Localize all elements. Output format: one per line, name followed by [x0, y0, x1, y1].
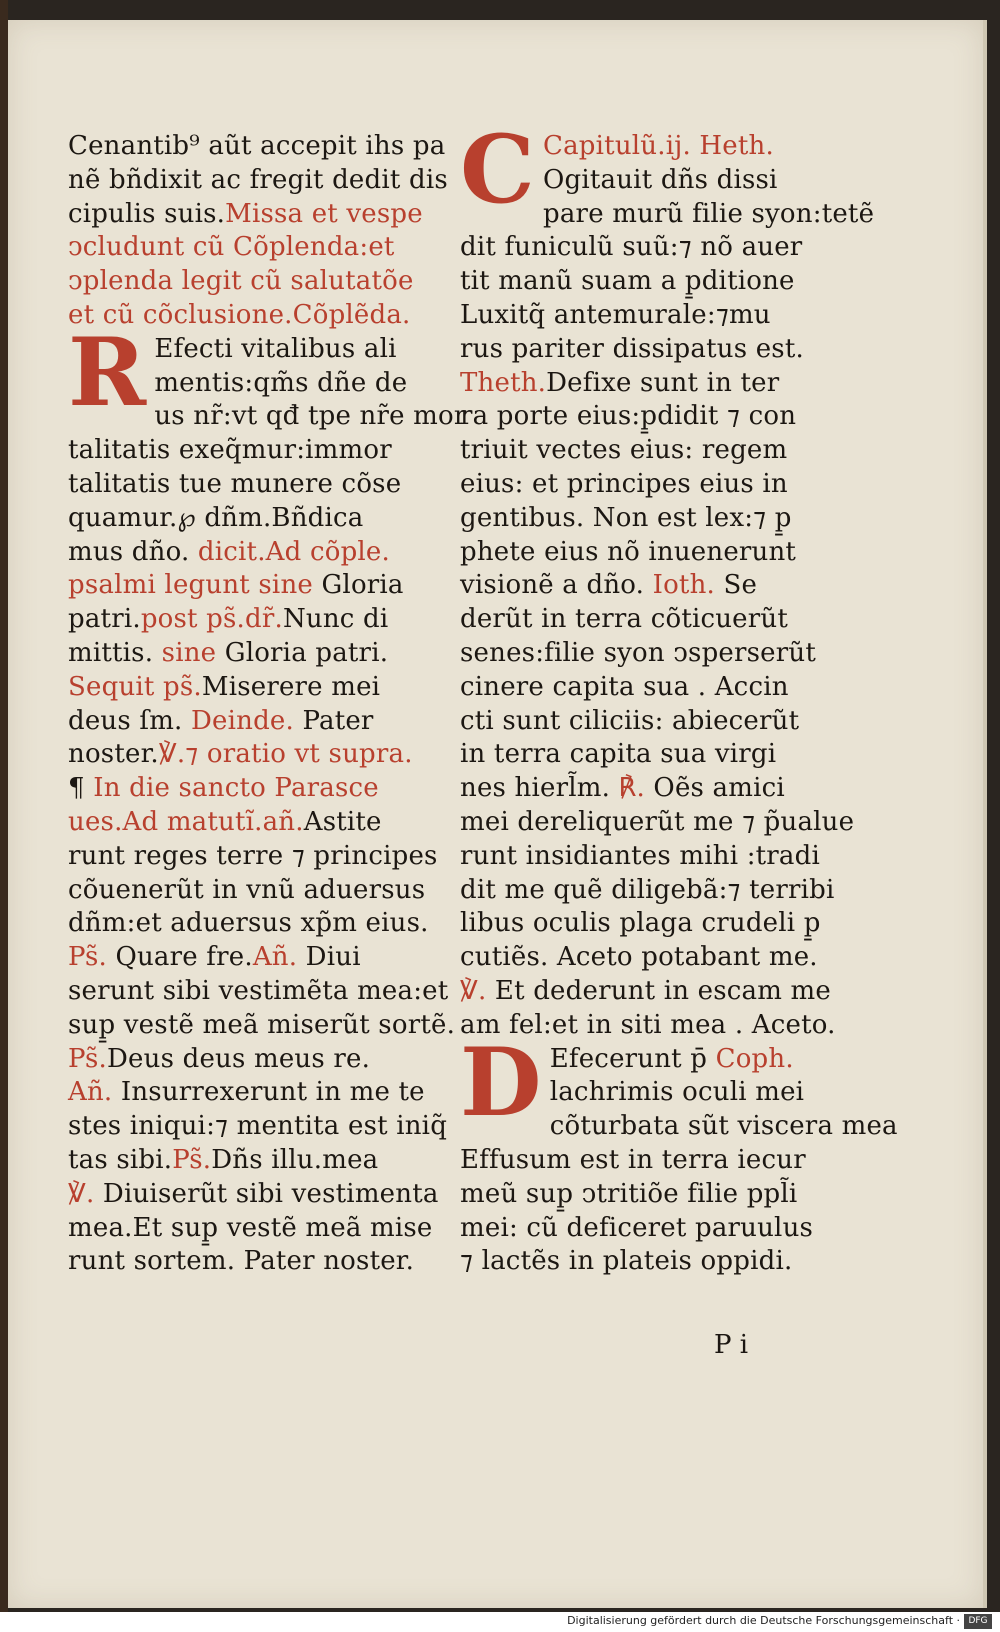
- body-text: runt insidiantes mihi :tradi: [460, 840, 820, 871]
- body-text: nẽ bñdixit ac fregit dedit dis: [68, 164, 448, 195]
- rubric-text: Sequit ps̃.: [68, 671, 202, 702]
- rubric-text: ues.Ad matutĩ.añ.: [68, 806, 304, 837]
- rubric-text: Coph.: [715, 1043, 794, 1074]
- text-line: [460, 840, 860, 874]
- text-line: [68, 1144, 458, 1178]
- body-text: cipulis suis.: [68, 198, 226, 229]
- text-line: [68, 265, 458, 299]
- book-page: [8, 20, 987, 1608]
- text-line: [68, 1009, 458, 1043]
- body-text: dit funiculũ suũ:⁊ nõ auer: [460, 232, 803, 263]
- rubric-text: ℣.⁊ oratio vt supra.: [158, 739, 413, 770]
- body-text: eius: et principes eius in: [460, 468, 788, 499]
- body-text: lachrimis oculi mei: [549, 1077, 805, 1108]
- text-line: [68, 1076, 458, 1110]
- body-text: deus ſm.: [68, 705, 191, 736]
- rubric-text: Ps̃.: [68, 1043, 108, 1074]
- text-line: [68, 705, 458, 739]
- text-line: [460, 502, 860, 536]
- text-line: [68, 840, 458, 874]
- body-text: cutiẽs. Aceto potabant me.: [460, 942, 818, 973]
- text-line: [460, 1212, 860, 1246]
- body-text: Oẽs amici: [644, 773, 785, 804]
- text-line: [460, 434, 860, 468]
- text-line: [68, 536, 458, 570]
- text-line: [68, 569, 458, 603]
- text-line: [68, 671, 458, 705]
- text-line: [68, 941, 458, 975]
- rubric-text: et cũ cõclusione.Cõplẽda.: [68, 299, 411, 330]
- body-text: Deus deus meus re.: [107, 1043, 371, 1074]
- rubric-text: Añ.: [252, 942, 298, 973]
- text-line: [68, 603, 458, 637]
- text-line: [68, 1178, 458, 1212]
- body-text: nes hierl̃m.: [460, 773, 619, 804]
- text-line: [460, 400, 860, 434]
- body-text: Luxitq̃ antemurale:⁊mu: [460, 299, 771, 330]
- text-line: [460, 671, 860, 705]
- body-text: sup̱ vestẽ meã miserũt sortẽ.: [68, 1009, 456, 1040]
- text-line: [68, 1212, 458, 1246]
- body-text: stes iniqui:⁊ mentita est iniq̃: [68, 1111, 448, 1142]
- text-line: [460, 772, 860, 806]
- rubric-text: Theth.: [460, 367, 547, 398]
- text-line: [68, 434, 458, 468]
- body-text: triuit vectes eius: regem: [460, 435, 788, 466]
- body-text: Defixe sunt in ter: [546, 367, 780, 398]
- body-text: Nunc di: [282, 604, 389, 635]
- body-text: mea.Et sup̱ vestẽ meã mise: [68, 1212, 433, 1243]
- text-line: [68, 772, 458, 806]
- body-text: Diui: [297, 942, 361, 973]
- body-text: in terra capita sua virgi: [460, 739, 777, 770]
- body-text: rus pariter dissipatus est.: [460, 333, 804, 364]
- text-line: [68, 1043, 458, 1077]
- text-line: [460, 299, 860, 333]
- body-text: Dñs illu.mea: [211, 1144, 379, 1175]
- body-text: Efecti vitalibus ali: [154, 333, 397, 364]
- body-text: Quare fre.: [115, 942, 253, 973]
- text-line: [460, 941, 860, 975]
- body-text: talitatis tue munere cõse: [68, 468, 402, 499]
- drop-capital: D: [460, 1027, 542, 1138]
- rubric-text: ℟.: [618, 773, 645, 804]
- body-text: ⁊ lactẽs in plateis oppidi.: [460, 1246, 793, 1277]
- text-line: [68, 231, 458, 265]
- text-line: [460, 536, 860, 570]
- text-line: [68, 1110, 458, 1144]
- text-line: [460, 231, 860, 265]
- rubric-text: ↄplenda legit cũ salutatõe: [68, 266, 414, 297]
- body-text: am fel:et in siti mea . Aceto.: [460, 1009, 836, 1040]
- body-text: cõturbata sũt viscera mea: [549, 1111, 898, 1142]
- body-text: ¶: [68, 773, 94, 804]
- body-text: Ogitauit dñs dissi: [543, 164, 778, 195]
- body-text: Efecerunt p̄: [549, 1043, 716, 1074]
- left-text-column: [68, 130, 467, 1279]
- body-text: mei dereliquerũt me ⁊ p̃ualue: [460, 806, 855, 837]
- text-line: [460, 333, 860, 367]
- body-text: phete eius nõ inuenerunt: [460, 536, 797, 567]
- body-text: senes:filie syon ↄsperserũt: [460, 637, 816, 668]
- body-text: quamur.℘ dñm.Bñdica: [68, 502, 364, 533]
- text-line: [460, 1245, 860, 1279]
- text-line: [68, 975, 458, 1009]
- text-line: [68, 738, 458, 772]
- rubric-text: sine: [161, 637, 225, 668]
- text-line: [68, 874, 458, 908]
- rubric-text: ↄcludunt cũ Cõplenda:et: [68, 232, 395, 263]
- body-text: Cenantib⁹ aũt accepit ihs pa: [68, 131, 446, 161]
- rubric-text: Ps̃.: [68, 942, 116, 973]
- text-line: [460, 738, 860, 772]
- body-text: ra porte eius:p̱didit ⁊ con: [460, 401, 797, 432]
- rubric-text: ℣.: [460, 975, 495, 1006]
- text-line: [460, 1178, 860, 1212]
- body-text: Effusum est in terra iecur: [460, 1144, 806, 1175]
- body-text: dit me quẽ diligebã:⁊ terribi: [460, 874, 835, 905]
- body-text: patri.: [68, 604, 141, 635]
- body-text: visionẽ a dño.: [460, 570, 653, 601]
- body-text: cinere capita sua . Accin: [460, 671, 789, 702]
- text-line: [460, 468, 860, 502]
- body-text: Se: [714, 570, 758, 601]
- body-text: gentibus. Non est lex:⁊ p̱: [460, 502, 792, 533]
- body-text: runt sortem. Pater noster.: [68, 1246, 415, 1277]
- body-text: Astite: [303, 806, 382, 837]
- body-text: mittis.: [68, 637, 162, 668]
- body-text: serunt sibi vestimẽta mea:et: [68, 975, 449, 1006]
- text-line: [68, 130, 458, 164]
- body-text: tas sibi.: [68, 1144, 173, 1175]
- rubric-text: Ioth.: [652, 570, 715, 601]
- text-line: [68, 907, 458, 941]
- rubric-text: Capitulũ.ij. Heth.: [543, 131, 774, 161]
- body-text: Pater: [294, 705, 374, 736]
- text-line: [460, 1009, 860, 1043]
- body-text: tit manũ suam a p̱ditione: [460, 266, 795, 297]
- rubric-text: Missa et vespe: [225, 198, 423, 229]
- rubric-text: post ps̃.dr̃.: [140, 604, 283, 635]
- text-line: [460, 806, 860, 840]
- body-text: mus dño.: [68, 536, 198, 567]
- text-line: [460, 907, 860, 941]
- body-text: runt reges terre ⁊ principes: [68, 840, 438, 871]
- body-text: cti sunt ciliciis: abiecerũt: [460, 705, 800, 736]
- text-line: [68, 1245, 458, 1279]
- text-line: [460, 975, 860, 1009]
- text-line: [460, 265, 860, 299]
- body-text: noster.: [68, 739, 159, 770]
- body-text: libus oculis plaga crudeli p̱: [460, 908, 821, 939]
- body-text: meũ sup̱ ↄtritiõe filie ppl̃i: [460, 1178, 798, 1209]
- rubric-text: Deinde.: [191, 705, 294, 736]
- text-line: [68, 502, 458, 536]
- text-line: [460, 367, 860, 401]
- body-text: pare murũ filie syon:tetẽ: [543, 198, 875, 229]
- body-text: derũt in terra cõticuerũt: [460, 604, 788, 635]
- text-line: [68, 299, 458, 333]
- rubric-text: Ps̃.: [172, 1144, 212, 1175]
- body-text: Insurrexerunt in me te: [112, 1077, 425, 1108]
- body-text: mentis:qm̃s dñe de: [154, 367, 408, 398]
- body-text: Diuiserũt sibi vestimenta: [102, 1178, 439, 1209]
- body-text: talitatis exeq̃mur:immor: [68, 435, 392, 466]
- book-binding-edge: [0, 0, 8, 1632]
- body-text: Miserere mei: [201, 671, 381, 702]
- drop-capital: C: [460, 115, 536, 225]
- body-text: dñm:et aduersus xp̃m eius.: [68, 908, 429, 939]
- drop-capital: R: [68, 317, 147, 428]
- text-line: [460, 705, 860, 739]
- body-text: mei: cũ deficeret paruulus: [460, 1212, 814, 1243]
- text-line: [68, 806, 458, 840]
- body-text: Et dederunt in escam me: [494, 975, 831, 1006]
- right-text-column: [460, 115, 898, 1279]
- rubric-text: psalmi legunt sine: [68, 570, 322, 601]
- text-line: [68, 198, 458, 232]
- dfg-logo: DFG: [964, 1614, 992, 1629]
- text-line: [460, 569, 860, 603]
- text-line: [68, 468, 458, 502]
- signature-mark: P i: [714, 1330, 749, 1360]
- rubric-text: Añ.: [68, 1077, 113, 1108]
- footer-credit: Digitalisierung gefördert durch die Deutsche Forschungsgemeinschaft ·: [567, 1614, 960, 1627]
- body-text: cõuenerũt in vnũ aduersus: [68, 874, 426, 905]
- body-text: Gloria patri.: [224, 637, 389, 668]
- text-line: [68, 164, 458, 198]
- text-line: [460, 603, 860, 637]
- text-line: [460, 1144, 860, 1178]
- body-text: us nr̃:vt qđ tpe nr̃e mor: [154, 401, 467, 432]
- text-line: [460, 874, 860, 908]
- text-line: [68, 637, 458, 671]
- rubric-text: ℣.: [68, 1178, 103, 1209]
- text-line: [460, 637, 860, 671]
- body-text: Gloria: [321, 570, 404, 601]
- rubric-text: dicit.Ad cõple.: [197, 536, 390, 567]
- digitization-footer: [0, 1612, 1000, 1632]
- rubric-text: In die sancto Parasce: [93, 773, 379, 804]
